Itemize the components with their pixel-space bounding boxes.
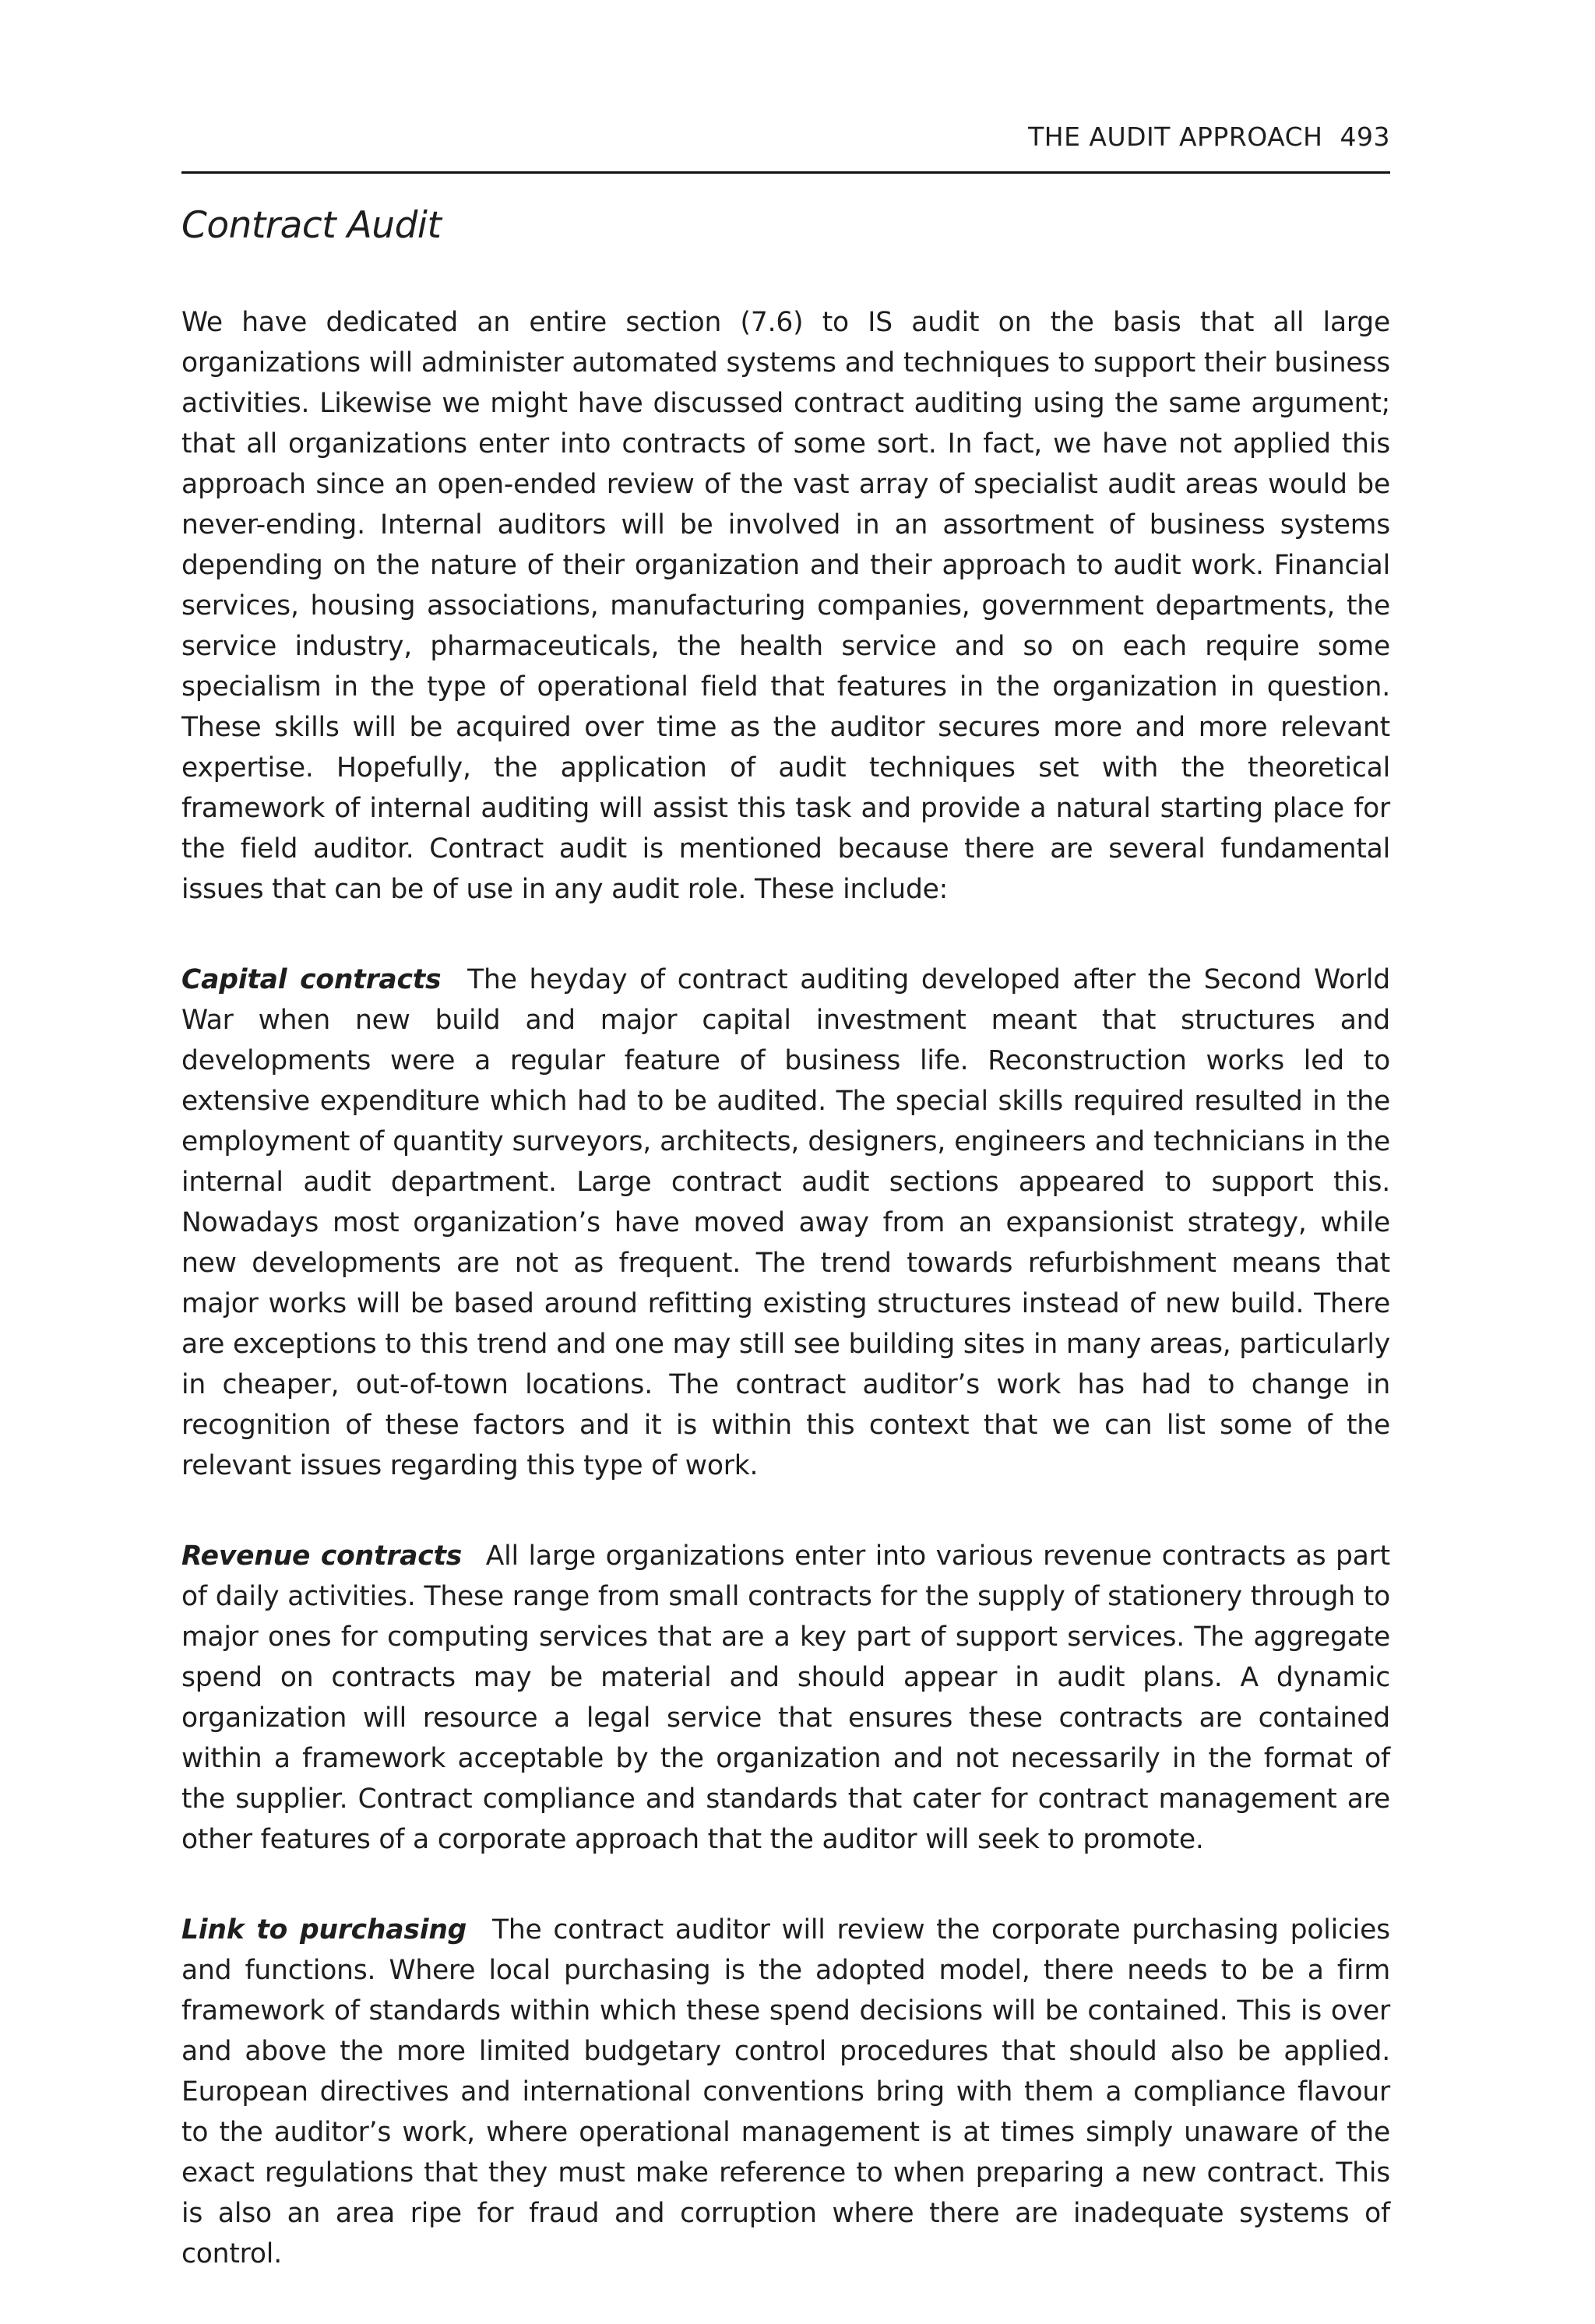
header-text: [1028, 121, 1390, 152]
paragraph-revenue-contracts: [181, 1536, 1390, 1860]
paragraph-capital-contracts: [181, 960, 1390, 1486]
page-number: 493: [1340, 121, 1390, 152]
paragraph-lead: Revenue contracts: [181, 1541, 463, 1572]
paragraph-link-to-purchasing: [181, 1910, 1390, 2274]
paragraph-text: The heyday of contract auditing developed after the Second World War when new build and major capital investment meant that structures and developments were a regular feature of business life. Reconstruction works led to extensive expenditure which had to be audited. The special skills required resulted in the employment of quantity surveyors, architects, designers, engineers and technicians in the internal audit department. Large contract audit sections appeared to support this. Nowadays most organization’s have moved away from an expansionist strategy, while new developments are not as frequent. The trend towards refurbishment means that major works will be based around refitting existing structures instead of new build. There are exceptions to this trend and one may still see building sites in many areas, particularly in cheaper, out-of-town locations. The contract auditor’s work has had to change in recognition of these factors and it is within this context that we can list some of the relevant issues regarding this type of work.: [181, 964, 1391, 1481]
running-header: [181, 117, 1390, 174]
section-title: Contract Audit: [181, 204, 442, 247]
paragraph-text: All large organizations enter into various revenue contracts as part of daily activities. These range from small contracts for the supply of stationery through to major ones for computing services that are a key part of support services. The aggregate spend on contracts may be material and should appear in audit plans. A dynamic organization will resource a legal service that ensures these contracts are contained within a framework acceptable by the organization and not necessarily in the format of the supplier. Contract compliance and standards that cater for contract management are other features of a corporate approach that the auditor will seek to promote.: [181, 1541, 1390, 1855]
running-title: THE AUDIT APPROACH: [1028, 121, 1323, 152]
body-text: [181, 302, 1390, 2324]
paragraph-text: The contract auditor will review the corporate purchasing policies and functions. Where local purchasing is the adopted model, there needs to be a firm framework of standards within which these spend decisions will be contained. This is over and above the more limited budgetary control procedures that should also be applied. European directives and international conventions bring with them a compliance flavour to the auditor’s work, where operational management is at times simply unaware of the exact regulations that they must make reference to when preparing a new contract. This is also an area ripe for fraud and corruption where there are inadequate systems of control.: [181, 1914, 1390, 2269]
intro-paragraph: We have dedicated an entire section (7.6) to IS audit on the basis that all large organizations will administer automated systems and techniques to support their business activities. Likewise we might have discussed contract auditing using the same argument; that all organizations enter into contracts of some sort. In fact, we have not applied this approach since an open-ended review of the vast array of specialist audit areas would be never-ending. Internal auditors will be involved in an assortment of business systems depending on the nature of their organization and their approach to audit work. Financial services, housing associations, manufacturing companies, government departments, the service industry, pharmaceuticals, the health service and so on each require some specialism in the type of operational field that features in the organization in question. These skills will be acquired over time as the auditor secures more and more relevant expertise. Hopefully, the application of audit techniques set with the theoretical framework of internal auditing will assist this task and provide a natural starting place for the field auditor. Contract audit is mentioned because there are several fundamental issues that can be of use in any audit role. These include:: [181, 307, 1390, 905]
paragraph-lead: Capital contracts: [181, 964, 442, 995]
paragraph-lead: Link to purchasing: [181, 1914, 467, 1945]
